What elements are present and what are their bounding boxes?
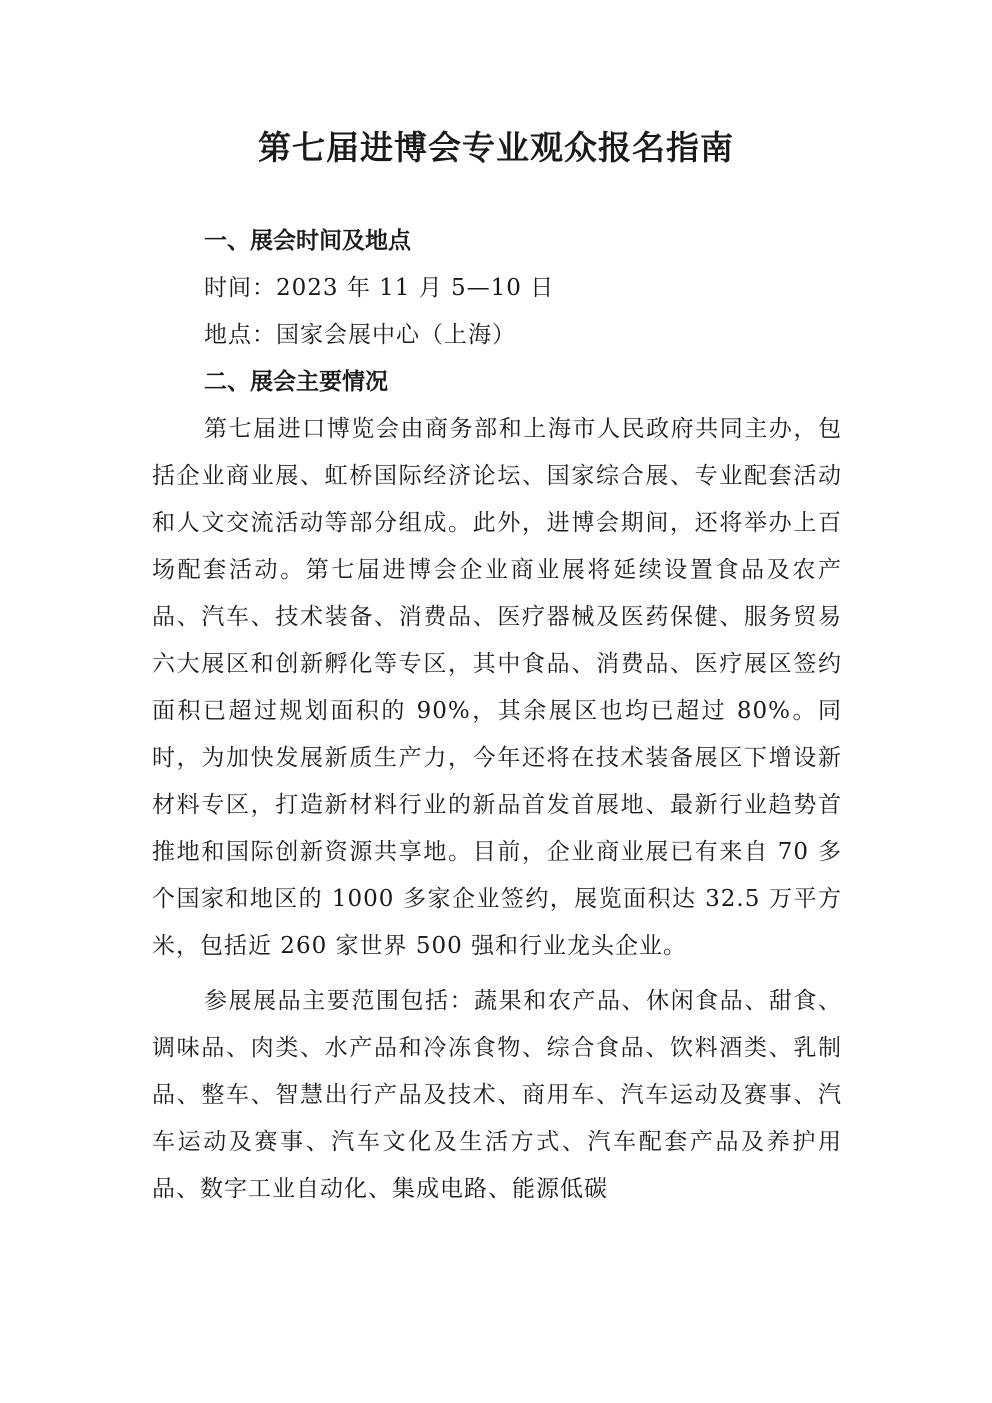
document-title: 第七届进博会专业观众报名指南 xyxy=(258,128,734,167)
section-heading-exhibition-time-place: 一、展会时间及地点 xyxy=(204,228,411,254)
section-heading-exhibition-overview: 二、展会主要情况 xyxy=(204,369,388,395)
overview-paragraph: 第七届进口博览会由商务部和上海市人民政府共同主办，包括企业商业展、虹桥国际经济论坛、国家综合展、专业配套活动和人文交流活动等部分组成。此外，进博会期间，还将举办上百场配套活动。第七届进博会企业商业展将延续设置食品及农产品、汽车、技术装备、消费品、医疗器械及医药保健、服务贸易六大展区和创新孵化等专区，其中食品、消费品、医疗展区签约面积已超过规划面积的 90%，其余展区也均已超过 80%。同时，为加快发展新质生产力，今年还将在技术装备展区下增设新材料专区，打造新材料行业的新品首发首展地、最新行业趋势首推地和国际创新资源共享地。目前，企业商业展已有来自 70 多个国家和地区的 1000 多家企业签约，展览面积达 32.5 万平方米，包括近 260 家世界 500 强和行业龙头企业。 xyxy=(152,416,842,959)
exhibition-time: 时间：2023 年 11 月 5—10 日 xyxy=(204,275,555,301)
document-body xyxy=(152,218,842,1213)
exhibit-scope-paragraph: 参展展品主要范围包括：蔬果和农产品、休闲食品、甜食、调味品、肉类、水产品和冷冻食物、综合食品、饮料酒类、乳制品、整车、智慧出行产品及技术、商用车、汽车运动及赛事、汽车运动及赛事、汽车文化及生活方式、汽车配套产品及养护用品、数字工业自动化、集成电路、能源低碳 xyxy=(152,988,842,1202)
exhibition-place: 地点：国家会展中心（上海） xyxy=(204,322,516,348)
